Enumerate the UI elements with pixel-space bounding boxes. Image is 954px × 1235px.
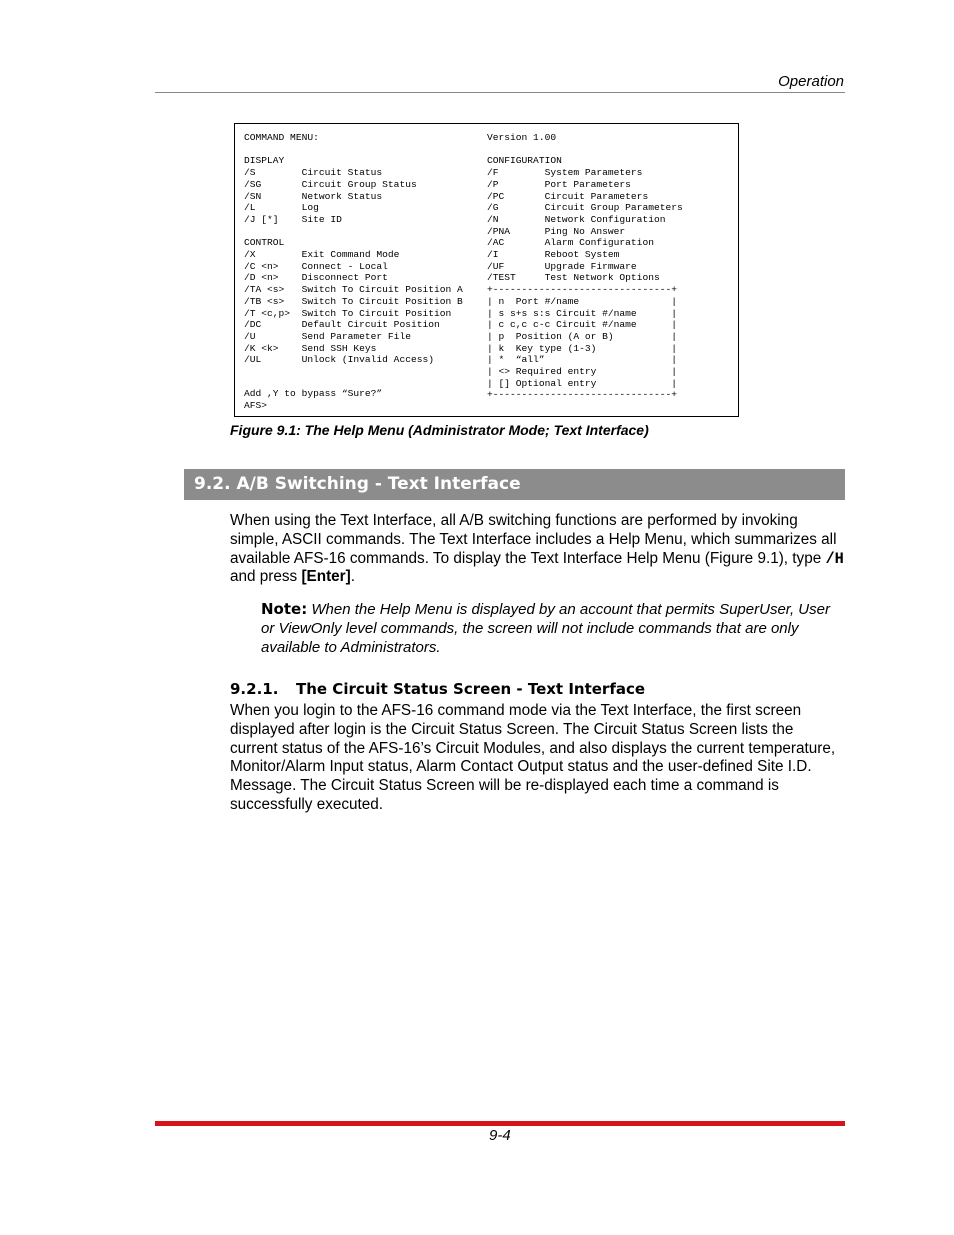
section-title: 9.2. A/B Switching - Text Interface — [194, 474, 521, 494]
note-block — [261, 600, 831, 657]
header-rule — [155, 92, 845, 93]
subsection-heading — [230, 680, 645, 698]
intro-text-c: . — [350, 568, 355, 586]
terminal-screenshot — [234, 123, 739, 417]
subsection-title: The Circuit Status Screen - Text Interface — [296, 680, 646, 698]
note-label: Note: — [261, 600, 308, 618]
figure-caption: Figure 9.1: The Help Menu (Administrator Mode; Text Interface) — [230, 422, 649, 438]
intro-text-b: and press — [230, 568, 302, 586]
help-command: /H — [825, 549, 844, 568]
subsection-number: 9.2.1. — [230, 680, 279, 698]
running-header: Operation — [778, 73, 844, 90]
intro-paragraph — [230, 512, 845, 587]
page-number: 9-4 — [489, 1127, 511, 1144]
terminal-prompt: Add ,Y to bypass “Sure?” AFS> — [244, 388, 383, 411]
intro-text-a: When using the Text Interface, all A/B switching functions are performed by invoking simple, ASCII commands. The Text Interface includes a Help Menu, which summarizes all available AFS-16 commands. To display the Text Interface Help Menu (Figure 9.1), type — [230, 512, 837, 567]
section-heading-bar — [184, 469, 845, 500]
note-text: When the Help Menu is displayed by an account that permits SuperUser, User or ViewOnly level commands, the screen will not include commands that are only available to Administrators. — [261, 601, 830, 656]
terminal-right-column: Version 1.00 CONFIGURATION /F System Parameters /P Port Parameters /PC Circuit Parameters /G Circuit Group Parameters /N Network Configuration /PNA Ping No Answer /AC Alarm Configuration /I Reboot System /UF Upgrade Firmware /TEST Test Network Options +-------------------------------+ | n Port #/name | | s s+s s:s Circuit #/name | | c c,c c-c Circuit #/name | | p Position (A or B) | | k Key type (1-3) | | * “all” | | <> Required entry | | [] Optional entry | +-------------------------------+ — [487, 132, 683, 401]
terminal-left-column: COMMAND MENU: DISPLAY /S Circuit Status /SG Circuit Group Status /SN Network Status /L Log /J [*] Site ID CONTROL /X Exit Command Mode /C <n> Connect - Local /D <n> Disconnect Port /TA <s> Switch To Circuit Position A /TB <s> Switch To Circuit Position B /T <c,p> Switch To Circuit Position /DC Default Circuit Position /U Send Parameter File /K <k> Send SSH Keys /UL Unlock (Invalid Access) — [244, 132, 463, 366]
enter-key: [Enter] — [301, 568, 351, 586]
circuit-status-paragraph: When you login to the AFS-16 command mode via the Text Interface, the first screen displayed after login is the Circuit Status Screen. The Circuit Status Screen lists the current status of the AFS-16’s Circuit Modules, and also displays the current temperature, Monitor/Alarm Input status, Alarm Contact Output status and the user-defined Site I.D. Message. The Circuit Status Screen will be re-displayed each time a command is successfully executed. — [230, 702, 836, 813]
footer-rule — [155, 1121, 845, 1126]
